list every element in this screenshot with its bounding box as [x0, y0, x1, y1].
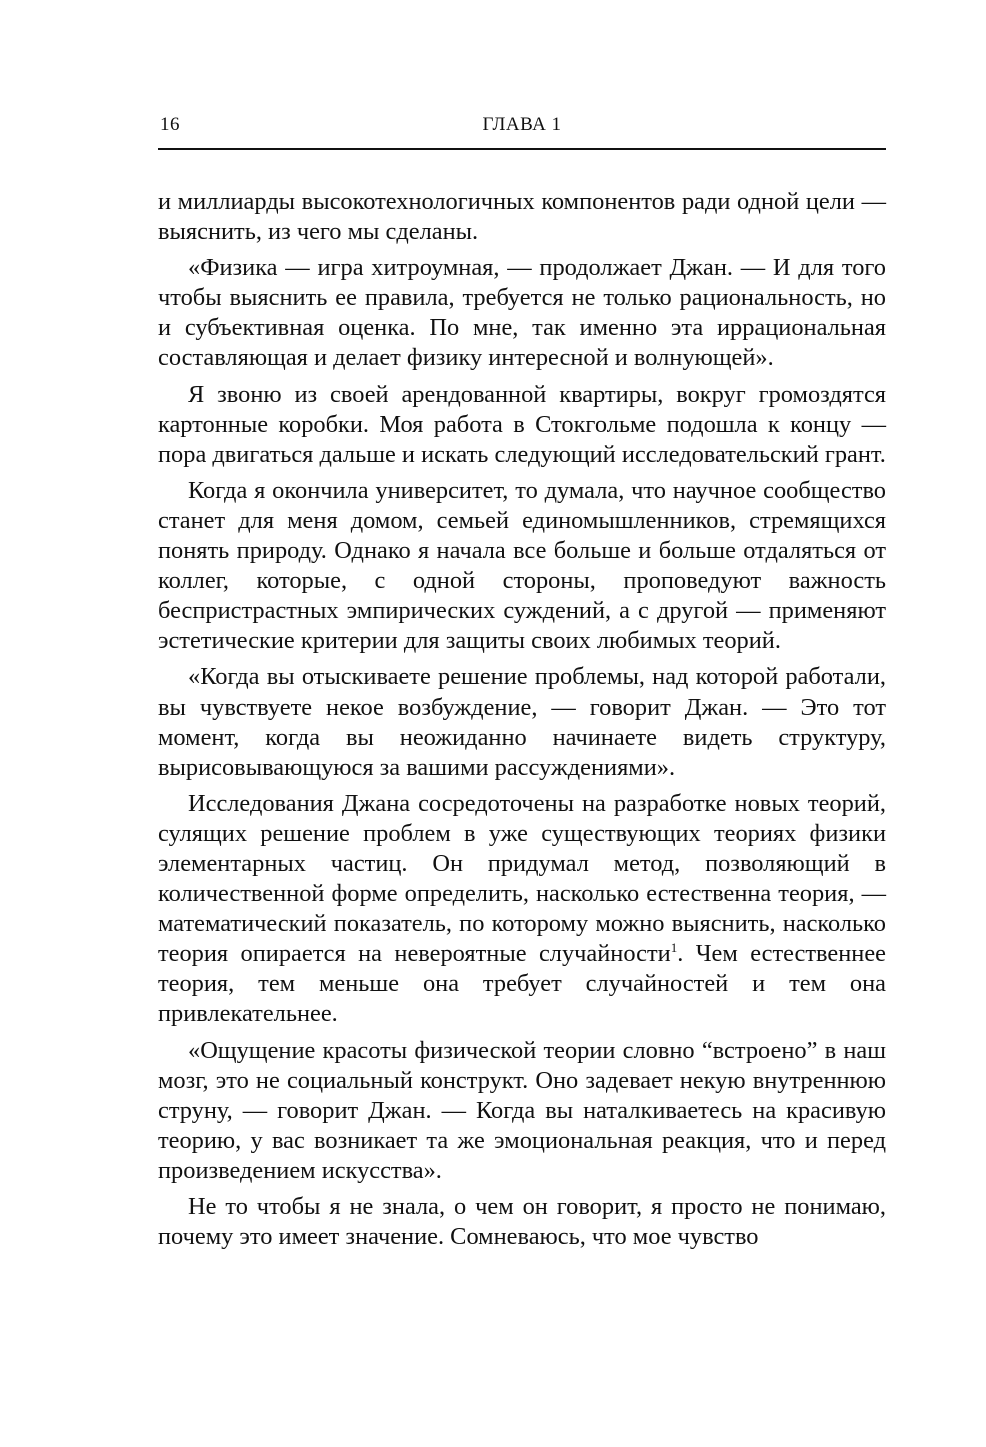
paragraph-text: Исследования Джана сосредоточены на разработке новых теорий, сулящих решение проблем в уже существующих теориях физики элементарных частиц. Он придумал метод, позволяющий в количественной форме определить, насколько естественна теория, — математический показатель, по которому можно выяснить, насколько теория опирается на невероятные случайности — [158, 789, 886, 968]
paragraph: «Физика — игра хитроумная, — продолжает Джан. — И для того чтобы выяснить ее правила, требуется не только рациональность, но и субъективная оценка. По мне, так именно эта иррациональная составляющая и делает физику интересной и волнующей». — [158, 254, 886, 372]
paragraph: Я звоню из своей арендованной квартиры, вокруг громоздятся картонные коробки. Моя работа в Стокгольме подошла к концу — пора двигаться дальше и искать следующий исследовательский грант. — [158, 380, 886, 468]
paragraph-text-after-footnote: . Чем естественнее теория, тем меньше она требует случайностей и тем она привлекательнее. — [158, 940, 886, 1028]
paragraph-truncated: Не то чтобы я не знала, о чем он говорит, я просто не понимаю, почему это имеет значение. Сомневаюсь, что мое чувство — [158, 1193, 886, 1251]
page-number: 16 — [160, 114, 180, 135]
paragraph-continued: и миллиарды высокотехнологичных компонентов ради одной цели — выяснить, из чего мы сделаны. — [158, 188, 886, 246]
chapter-title: ГЛАВА 1 — [482, 114, 562, 135]
header-rule — [158, 148, 886, 150]
paragraph — [158, 789, 886, 1030]
footnote-marker[interactable]: 1 — [670, 940, 678, 956]
book-page — [158, 112, 886, 1252]
paragraph: «Ощущение красоты физической теории словно “встроено” в наш мозг, это не социальный конструкт. Оно задевает некую внутреннюю струну, — говорит Джан. — Когда вы наталкиваетесь на красивую теорию, у вас возникает та же эмоциональная реакция, что и перед произведением искусства». — [158, 1036, 886, 1184]
paragraph: «Когда вы отыскиваете решение проблемы, над которой работали, вы чувствуете некое возбуждение, — говорит Джан. — Это тот момент, когда вы неожиданно начинаете видеть структуру, вырисовывающуюся за вашими рассуждениями». — [158, 663, 886, 781]
running-head — [158, 112, 886, 142]
body-text — [158, 187, 886, 1252]
paragraph: Когда я окончила университет, то думала, что научное сообщество станет для меня домом, семьей единомышленников, стремящихся понять природу. Однако я начала все больше и больше отдаляться от коллег, которые, с одной стороны, проповедуют важность беспристрастных эмпирических суждений, а с другой — применяют эстетические критерии для защиты своих любимых теорий. — [158, 476, 886, 655]
